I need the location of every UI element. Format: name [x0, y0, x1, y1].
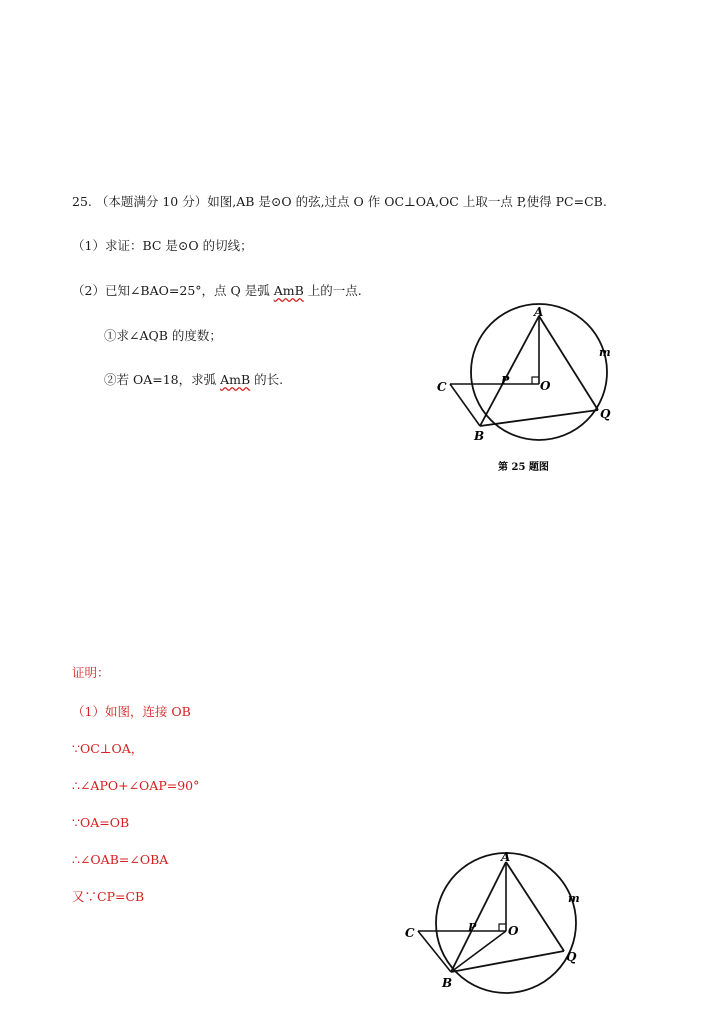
segment-ab	[451, 862, 506, 972]
problem-part1: （1）求证：BC 是⊙O 的切线；	[72, 238, 253, 253]
proof-line: ∵OC⊥OA，	[72, 741, 144, 756]
part2-prefix: （2）已知∠BAO=25°，点 Q 是弧	[72, 283, 274, 298]
label-p: P	[468, 921, 477, 934]
problem-sub2	[104, 372, 283, 388]
figure-1-diagram	[428, 300, 628, 490]
label-b: B	[474, 429, 485, 443]
segment-cb	[450, 384, 480, 426]
right-angle-mark	[499, 924, 506, 931]
sub2-suffix: 的长.	[250, 372, 284, 387]
label-o: O	[540, 379, 551, 393]
problem-number: 25.	[72, 194, 92, 209]
label-o: O	[508, 924, 519, 938]
segment-ob	[451, 931, 506, 972]
segment-aq	[539, 316, 598, 410]
proof-line: ∵OA=OB	[72, 815, 130, 830]
proof-title: 证明：	[72, 665, 110, 680]
label-b: B	[442, 976, 453, 990]
proof-line: （1）如图，连接 OB	[72, 704, 191, 719]
figure-2-diagram	[398, 845, 603, 1015]
proof-line: ∴∠OAB=∠OBA	[72, 852, 169, 867]
label-q: Q	[566, 950, 577, 964]
segment-bq	[451, 951, 564, 972]
label-p: P	[501, 374, 510, 387]
problem-intro-text: （本题满分 10 分）如图,AB 是⊙O 的弦,过点 O 作 OC⊥OA,OC 上取一点 P,使得 PC=CB.	[95, 194, 607, 209]
figure-2	[398, 845, 603, 1015]
label-m: m	[599, 346, 611, 359]
part2-suffix: 上的一点.	[303, 283, 362, 298]
proof-line: 又∵CP=CB	[72, 889, 145, 904]
label-q: Q	[600, 407, 611, 421]
segment-bq	[480, 410, 598, 426]
sub2-arc: AmB	[220, 372, 251, 387]
proof-line: ∴∠APO+∠OAP=90°	[72, 778, 200, 793]
segment-cb	[418, 931, 451, 972]
label-c: C	[405, 926, 415, 940]
problem-intro	[72, 194, 607, 210]
label-a: A	[501, 850, 511, 864]
right-angle-mark	[532, 377, 539, 384]
sub2-prefix: ②若 OA=18，求弧	[104, 372, 221, 387]
figure-caption: 第 25 题图	[498, 462, 549, 473]
figure-1	[428, 300, 628, 490]
label-a: A	[534, 305, 544, 319]
segment-ab	[480, 316, 539, 426]
label-m: m	[568, 892, 580, 905]
part2-arc: AmB	[273, 283, 304, 298]
problem-part2	[72, 283, 362, 299]
problem-sub1: ①求∠AQB 的度数；	[104, 328, 222, 343]
label-c: C	[437, 380, 447, 394]
